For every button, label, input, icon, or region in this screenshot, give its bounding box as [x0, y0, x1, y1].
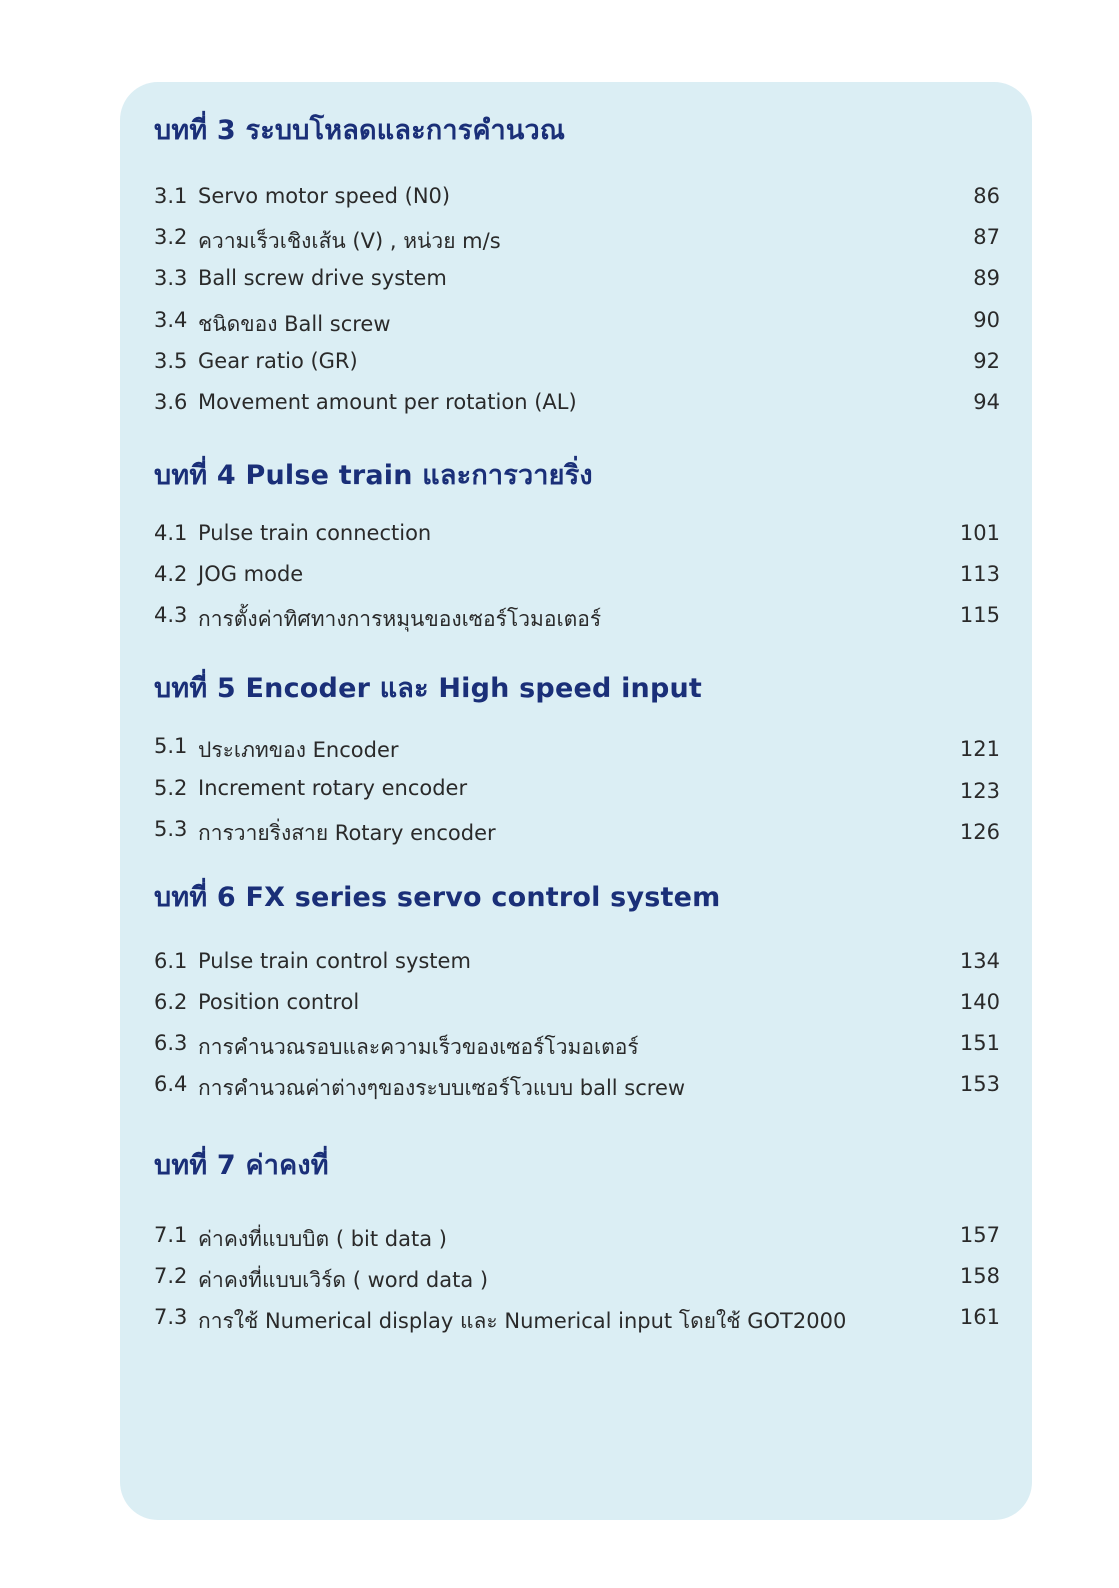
toc-entry-6-4[interactable] [154, 1072, 1000, 1102]
entry-title: การวายริ่งสาย Rotary encoder [198, 821, 496, 845]
entry-page: 121 [959, 737, 1000, 761]
entry-title: ค่าคงที่แบบบิต ( bit data ) [198, 1227, 447, 1251]
entry-page: 92 [973, 349, 1000, 373]
entry-title: Gear ratio (GR) [198, 349, 358, 373]
entry-number: 3.2 [154, 225, 188, 249]
entry-title: Servo motor speed (N0) [198, 184, 451, 208]
entry-page: 113 [959, 562, 1000, 586]
entry-page: 86 [973, 184, 1000, 208]
toc-entry-5-1[interactable] [154, 734, 1000, 764]
entry-page: 94 [973, 390, 1000, 414]
entry-title: Pulse train control system [198, 949, 471, 973]
entry-number: 4.1 [154, 521, 188, 545]
toc-entry-5-3[interactable] [154, 817, 1000, 847]
entry-number: 6.4 [154, 1072, 188, 1096]
entry-title: ความเร็วเชิงเส้น (V) , หน่วย m/s [198, 229, 501, 253]
entry-page: 134 [959, 949, 1000, 973]
entry-page: 89 [973, 266, 1000, 290]
entry-number: 3.3 [154, 266, 188, 290]
toc-entry-6-1[interactable] [154, 949, 1000, 979]
entry-number: 7.1 [154, 1223, 188, 1247]
entry-number: 4.3 [154, 603, 188, 627]
entry-page: 87 [973, 225, 1000, 249]
chapter-6-heading: บทที่ 6 FX series servo control system [154, 882, 721, 913]
toc-entry-6-3[interactable] [154, 1031, 1000, 1061]
toc-entry-3-5[interactable] [154, 349, 1000, 379]
entry-title: Increment rotary encoder [198, 776, 468, 800]
entry-page: 140 [959, 990, 1000, 1014]
entry-page: 115 [959, 603, 1000, 627]
entry-number: 3.6 [154, 390, 188, 414]
toc-entry-4-3[interactable] [154, 603, 1000, 633]
toc-entry-7-2[interactable] [154, 1264, 1000, 1294]
chapter-7-heading: บทที่ 7 ค่าคงที่ [154, 1150, 329, 1181]
entry-number: 3.1 [154, 184, 188, 208]
toc-entry-5-2[interactable] [154, 776, 1000, 806]
toc-entry-3-6[interactable] [154, 390, 1000, 420]
toc-entry-3-3[interactable] [154, 266, 1000, 296]
entry-page: 158 [959, 1264, 1000, 1288]
entry-title: Pulse train connection [198, 521, 432, 545]
entry-page: 90 [973, 308, 1000, 332]
entry-page: 101 [959, 521, 1000, 545]
entry-number: 7.3 [154, 1305, 188, 1329]
entry-number: 3.5 [154, 349, 188, 373]
entry-number: 5.1 [154, 734, 188, 758]
entry-page: 151 [959, 1031, 1000, 1055]
entry-page: 153 [959, 1072, 1000, 1096]
entry-number: 5.2 [154, 776, 188, 800]
entry-title: ชนิดของ Ball screw [198, 312, 391, 336]
entry-number: 6.3 [154, 1031, 188, 1055]
toc-entry-7-1[interactable] [154, 1223, 1000, 1253]
entry-page: 123 [959, 779, 1000, 803]
toc-entry-4-2[interactable] [154, 562, 1000, 592]
chapter-3-heading: บทที่ 3 ระบบโหลดและการคำนวณ [154, 115, 566, 146]
entry-title: การตั้งค่าทิศทางการหมุนของเซอร์โวมอเตอร์ [198, 607, 602, 631]
entry-page: 126 [959, 820, 1000, 844]
entry-title: การคำนวณรอบและความเร็วของเซอร์โวมอเตอร์ [198, 1035, 639, 1059]
toc-entry-6-2[interactable] [154, 990, 1000, 1020]
entry-title: Ball screw drive system [198, 266, 447, 290]
entry-number: 4.2 [154, 562, 188, 586]
entry-title: การใช้ Numerical display และ Numerical input โดยใช้ GOT2000 [198, 1309, 847, 1333]
entry-title: JOG mode [198, 562, 304, 586]
entry-title: ประเภทของ Encoder [198, 738, 399, 762]
entry-page: 161 [959, 1305, 1000, 1329]
toc-entry-4-1[interactable] [154, 521, 1000, 551]
toc-entry-3-2[interactable] [154, 225, 1000, 255]
entry-page: 157 [959, 1223, 1000, 1247]
entry-number: 3.4 [154, 308, 188, 332]
entry-title: Movement amount per rotation (AL) [198, 390, 577, 414]
chapter-4-heading: บทที่ 4 Pulse train และการวายริ่ง [154, 460, 593, 491]
entry-number: 6.1 [154, 949, 188, 973]
toc-entry-7-3[interactable] [154, 1305, 1000, 1335]
entry-title: Position control [198, 990, 360, 1014]
entry-number: 5.3 [154, 817, 188, 841]
entry-number: 7.2 [154, 1264, 188, 1288]
toc-entry-3-4[interactable] [154, 308, 1000, 338]
chapter-5-heading: บทที่ 5 Encoder และ High speed input [154, 673, 703, 704]
entry-number: 6.2 [154, 990, 188, 1014]
toc-entry-3-1[interactable] [154, 184, 1000, 214]
entry-title: การคำนวณค่าต่างๆของระบบเซอร์โวแบบ ball screw [198, 1076, 686, 1100]
entry-title: ค่าคงที่แบบเวิร์ด ( word data ) [198, 1268, 489, 1292]
